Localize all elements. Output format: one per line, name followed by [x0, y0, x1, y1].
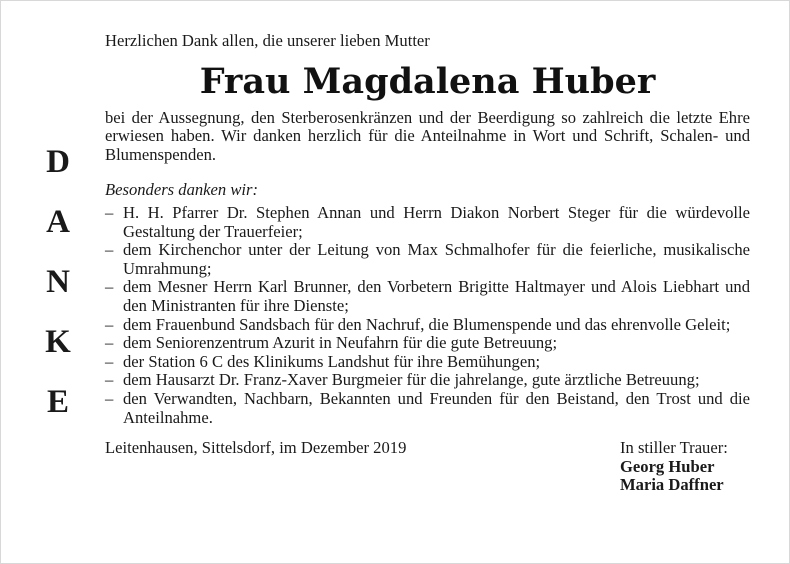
danke-vertical-word	[38, 146, 78, 446]
notice-content	[105, 32, 750, 499]
danke-letter: D	[46, 144, 70, 180]
danke-letter: E	[46, 384, 69, 420]
danke-letter: N	[46, 264, 70, 300]
thanks-item: – dem Kirchenchor unter der Leitung von Max Schmalhofer für die feierliche, musikalische Umrahmung;	[105, 241, 750, 278]
thanks-item: – dem Seniorenzentrum Azurit in Neufahrn für die gute Betreuung;	[105, 334, 750, 353]
notice-footer	[105, 439, 750, 499]
danke-letter: K	[45, 324, 71, 360]
special-thanks-heading: Besonders danken wir:	[105, 180, 259, 200]
thanks-item: – H. H. Pfarrer Dr. Stephen Annan und Herrn Diakon Norbert Steger für die würdevolle Gestaltung der Trauerfeier;	[105, 204, 750, 241]
signers-block	[620, 439, 728, 495]
deceased-name: Frau Magdalena Huber	[199, 60, 656, 102]
thanks-item: – dem Mesner Herrn Karl Brunner, den Vorbetern Brigitte Haltmayer und Alois Liebhart und den Ministranten für ihre Dienste;	[105, 278, 750, 315]
intro-line: Herzlichen Dank allen, die unserer lieben Mutter	[105, 31, 430, 50]
signer-name: Maria Daffner	[620, 475, 724, 495]
thanks-item: – den Verwandten, Nachbarn, Bekannten und Freunden für den Beistand, den Trost und die Anteilnahme.	[105, 390, 750, 427]
place-date: Leitenhausen, Sittelsdorf, im Dezember 2019	[105, 438, 407, 458]
thanks-paragraph: bei der Aussegnung, den Sterberosenkränzen und der Beerdigung so zahlreich die letzte Ehre erwiesen haben. Wir danken herzlich für die Anteilnahme in Wort und Schrift, Schalen- und Blumenspenden.	[105, 107, 750, 164]
thanks-list	[105, 204, 750, 427]
signer-name: Georg Huber	[620, 456, 715, 476]
thanks-item: – dem Hausarzt Dr. Franz-Xaver Burgmeier für die jahrelange, gute ärztliche Betreuung;	[105, 371, 750, 390]
mourning-label: In stiller Trauer:	[620, 438, 728, 458]
thanks-item: – der Station 6 C des Klinikums Landshut für ihre Bemühungen;	[105, 353, 750, 372]
danke-letter: A	[46, 204, 70, 240]
thanks-item: – dem Frauenbund Sandsbach für den Nachruf, die Blumenspende und das ehrenvolle Geleit;	[105, 316, 750, 335]
